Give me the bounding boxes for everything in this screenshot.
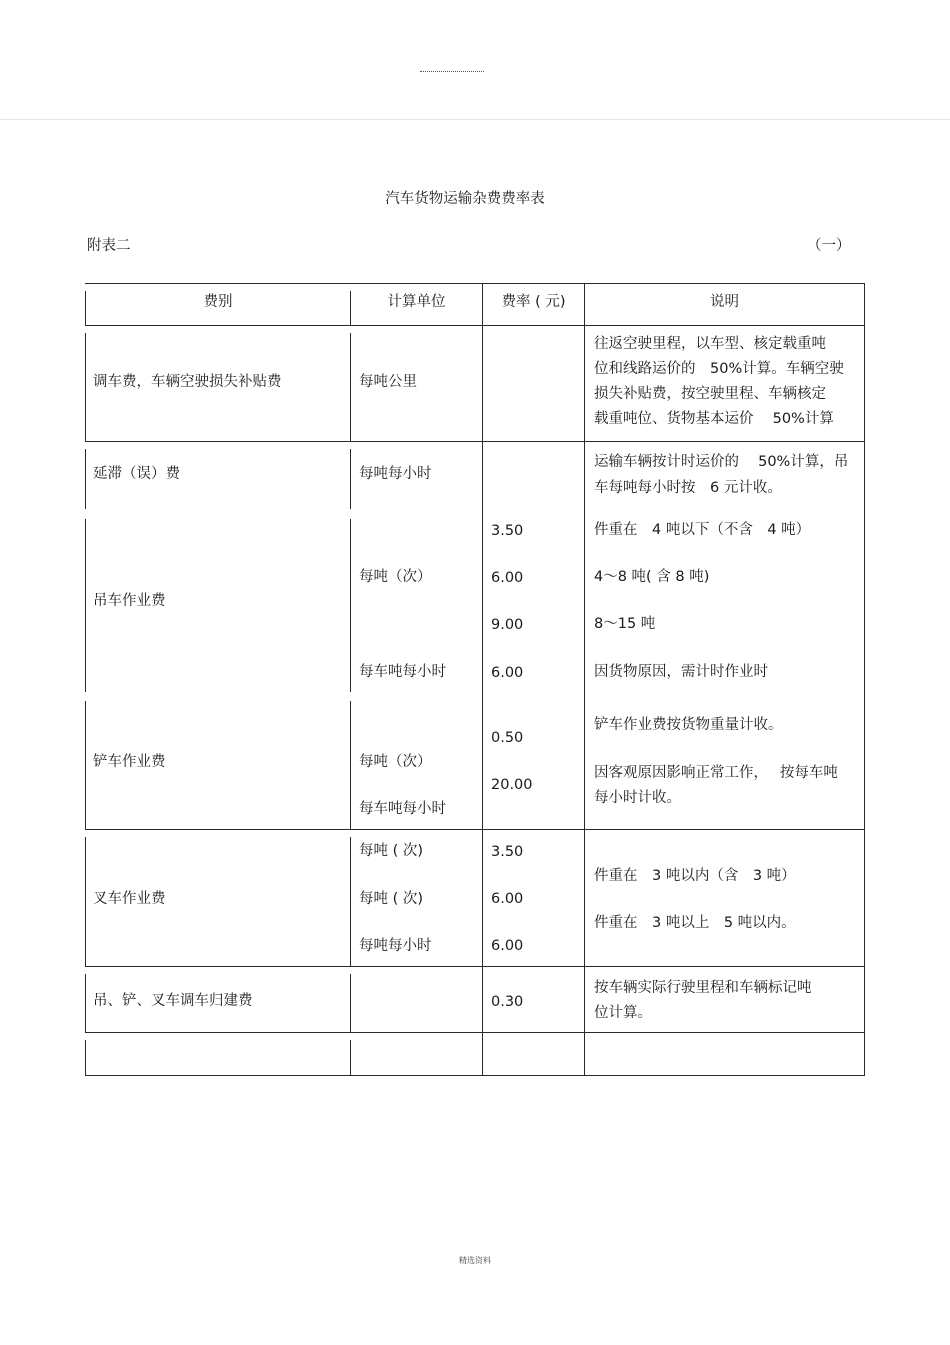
note-line: 件重在 4 吨以下（不含 4 吨） (594, 522, 811, 538)
note-line: 按车辆实际行驶里程和车辆标记吨 (594, 980, 812, 996)
table-col-rule (482, 283, 483, 1076)
unit-cell: 每吨（次） (359, 569, 432, 585)
rate-cell: 3.50 (491, 844, 524, 860)
header-unit: 计算单位 (387, 294, 446, 310)
unit-cell: 每吨 ( 次) (359, 843, 424, 859)
table-col-rule (85, 449, 86, 509)
table-col-rule (350, 974, 351, 1033)
table-rule (85, 966, 865, 967)
header-divider (0, 119, 950, 120)
table-col-rule (584, 283, 585, 1076)
fee-name: 延滞（误）费 (93, 466, 180, 482)
note-line: 8～15 吨 (594, 616, 656, 632)
note-line: 4～8 吨( 含 8 吨) (594, 569, 710, 585)
document-title: 汽车货物运输杂费费率表 (385, 191, 545, 207)
note-line: 载重吨位、货物基本运价 50%计算 (594, 411, 834, 427)
note-line: 因货物原因，需计时作业时 (594, 664, 768, 680)
header-rate: 费率 ( 元) (501, 294, 566, 310)
table-rule (85, 829, 865, 830)
unit-cell: 每车吨每小时 (359, 664, 446, 680)
note-line: 铲车作业费按货物重量计收。 (594, 717, 783, 733)
rate-cell: 0.30 (491, 994, 524, 1010)
unit-cell: 每吨每小时 (359, 466, 432, 482)
table-col-rule (85, 701, 86, 830)
note-line: 件重在 3 吨以内（含 3 吨） (594, 868, 796, 884)
unit-cell: 每吨 ( 次) (359, 891, 424, 907)
table-rule (85, 325, 865, 326)
rate-cell: 6.00 (491, 570, 524, 586)
header-note: 说明 (710, 294, 739, 310)
footer-note: 精选资料 (459, 1256, 491, 1265)
fee-name: 铲车作业费 (93, 754, 166, 770)
rate-cell: 9.00 (491, 617, 524, 633)
note-line: 往返空驶里程，以车型、核定载重吨 (594, 336, 826, 352)
note-line: 件重在 3 吨以上 5 吨以内。 (594, 915, 796, 931)
table-col-rule (350, 837, 351, 967)
rate-cell: 6.00 (491, 665, 524, 681)
table-rule (85, 1032, 865, 1033)
note-line: 因客观原因影响正常工作， 按每车吨 (594, 765, 838, 781)
unit-cell: 每吨每小时 (359, 938, 432, 954)
note-line: 运输车辆按计时运价的 50%计算，吊 (594, 454, 849, 470)
table-col-rule (350, 519, 351, 692)
fee-name: 吊车作业费 (93, 593, 166, 609)
fee-name: 吊、铲、叉车调车归建费 (93, 993, 253, 1009)
table-col-rule (85, 974, 86, 1033)
note-line: 每小时计收。 (594, 790, 681, 806)
note-line: 损失补贴费，按空驶里程、车辆核定 (594, 386, 826, 402)
table-col-rule (85, 1040, 86, 1076)
header-dotted-line (420, 71, 484, 72)
header-fee-type: 费别 (203, 294, 233, 310)
appendix-label: 附表二 (87, 238, 131, 254)
table-rule (85, 1075, 865, 1076)
note-line: 位和线路运价的 50%计算。车辆空驶 (594, 361, 844, 377)
rate-cell: 20.00 (491, 777, 533, 793)
table-col-rule (864, 283, 865, 1076)
rate-cell: 6.00 (491, 938, 524, 954)
fee-name: 调车费，车辆空驶损失补贴费 (93, 374, 282, 390)
unit-cell: 每吨公里 (359, 374, 417, 390)
table-rule (85, 441, 865, 442)
table-col-rule (85, 519, 86, 692)
rate-cell: 0.50 (491, 730, 524, 746)
table-col-rule (85, 837, 86, 967)
rate-cell: 3.50 (491, 523, 524, 539)
table-col-rule (350, 701, 351, 830)
table-rule (85, 283, 865, 284)
unit-cell: 每车吨每小时 (359, 801, 446, 817)
table-col-rule (350, 449, 351, 509)
unit-cell: 每吨（次） (359, 754, 432, 770)
note-line: 车每吨每小时按 6 元计收。 (594, 480, 782, 496)
table-col-rule (350, 333, 351, 442)
table-col-rule (350, 1040, 351, 1076)
rate-cell: 6.00 (491, 891, 524, 907)
part-label: （一） (807, 238, 851, 254)
fee-name: 叉车作业费 (93, 891, 166, 907)
table-col-rule (85, 333, 86, 442)
note-line: 位计算。 (594, 1005, 652, 1021)
